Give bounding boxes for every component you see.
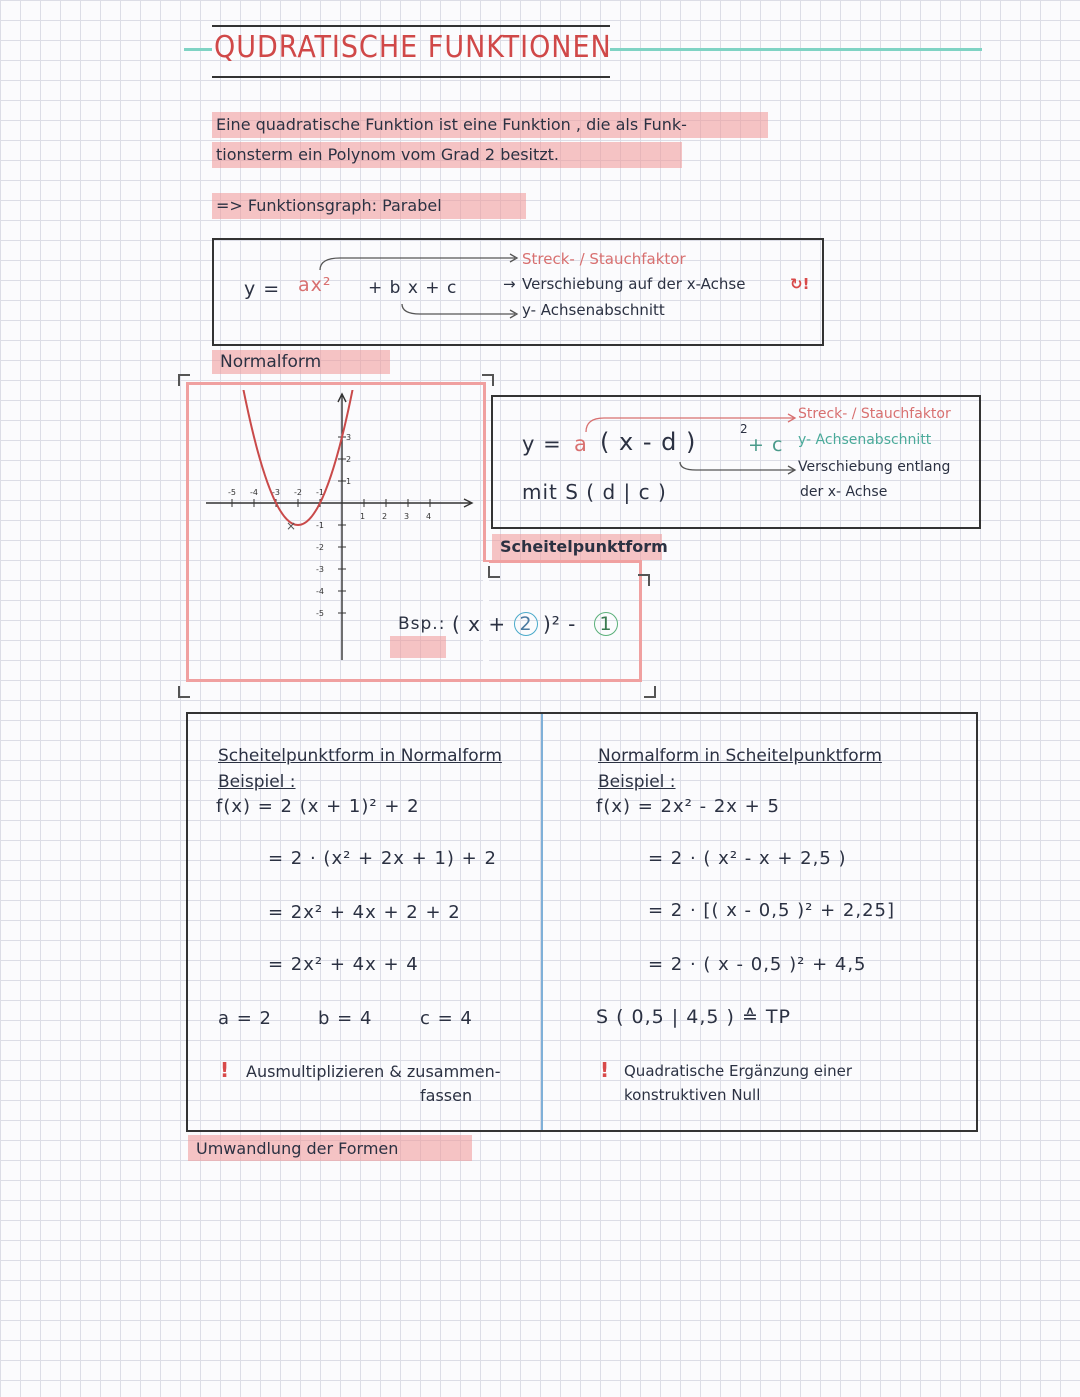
scheitelform-note-a: Streck- / Stauchfaktor (798, 406, 951, 422)
graph-line: => Funktionsgraph: Parabel (216, 196, 442, 215)
bracket-br (644, 686, 656, 698)
bracket-tr (482, 374, 494, 386)
scheitelform-exp: 2 (740, 422, 749, 436)
title-border-bottom (212, 76, 610, 78)
right-line-4: = 2 · ( x - 0,5 )² + 4,5 (648, 954, 867, 975)
normalform-note-c: y- Achsenabschnitt (522, 301, 665, 319)
normalform-label: Normalform (220, 352, 322, 372)
right-line-3: = 2 · [( x - 0,5 )² + 2,25] (648, 900, 895, 921)
y-tick-label: -5 (316, 609, 324, 618)
y-tick-label: 1 (346, 477, 352, 486)
example-mid: )² - (543, 612, 577, 636)
right-heading: Normalform in Scheitelpunktform (598, 746, 882, 766)
y-tick-label: -2 (316, 543, 324, 552)
scheitelform-note-c: y- Achsenabschnitt (798, 432, 932, 448)
normalform-note-a: Streck- / Stauchfaktor (522, 250, 686, 268)
left-beispiel: Beispiel : (218, 772, 296, 792)
scheitelform-y: y = (522, 432, 562, 456)
x-tick-label: -5 (228, 488, 236, 497)
right-line-1: f(x) = 2x² - 2x + 5 (596, 796, 780, 817)
y-tick-label: -4 (316, 587, 324, 596)
example-highlight (390, 636, 446, 658)
scheitelform-body: ( x - d ) (600, 428, 697, 456)
normalform-note-b: Verschiebung auf der x-Achse (522, 275, 746, 293)
normalform-arrows (310, 246, 530, 326)
right-beispiel: Beispiel : (598, 772, 676, 792)
intro-line-2: tionsterm ein Polynom vom Grad 2 besitzt. (216, 145, 559, 164)
scheitelform-arrows (580, 404, 800, 480)
y-tick-label: -3 (316, 565, 324, 574)
y-tick-label: -1 (316, 521, 324, 530)
left-line-4: = 2x² + 4x + 4 (268, 954, 419, 975)
right-warn-icon: ! (600, 1058, 610, 1082)
bracket-mid (488, 566, 500, 578)
right-line-2: = 2 · ( x² - x + 2,5 ) (648, 848, 847, 869)
right-vertex: S ( 0,5 | 4,5 ) ≙ TP (596, 1006, 791, 1028)
right-note-2: konstruktiven Null (624, 1086, 761, 1104)
scheitelform-label: Scheitelpunktform (500, 537, 668, 556)
title-border-top (212, 25, 610, 27)
x-tick-label: -4 (250, 488, 258, 497)
normalform-note-b-mark: ↻! (790, 275, 810, 293)
example-c-wrap (594, 612, 618, 636)
left-warn-icon: ! (220, 1058, 230, 1082)
bracket-tl (178, 374, 190, 386)
coeff-c: c = 4 (420, 1008, 473, 1029)
left-line-3: = 2x² + 4x + 2 + 2 (268, 902, 461, 923)
title-rule-left (184, 48, 212, 51)
x-tick-label: -3 (272, 488, 280, 497)
x-tick-label: -1 (316, 488, 324, 497)
scheitelform-mit: mit S ( d | c ) (522, 480, 667, 504)
scheitelform-note-d1: Verschiebung entlang (798, 459, 951, 475)
footer-label: Umwandlung der Formen (196, 1139, 399, 1158)
intro-line-1: Eine quadratische Funktion ist eine Funktion , die als Funk- (216, 115, 687, 134)
y-tick-label: 2 (346, 455, 352, 464)
scheitelform-c: + c (748, 434, 784, 456)
example-open: ( x + (452, 612, 507, 636)
left-note-1: Ausmultiplizieren & zusammen- (246, 1062, 501, 1081)
example-c: 1 (594, 612, 618, 636)
left-line-2: = 2 · (x² + 2x + 1) + 2 (268, 848, 497, 869)
normalform-arrow: → (503, 275, 516, 293)
scheitelform-note-d2: der x- Achse (800, 484, 888, 500)
x-tick-label: -2 (294, 488, 302, 497)
x-tick-label: 4 (426, 512, 432, 521)
conversion-divider (541, 714, 543, 1130)
right-note-1: Quadratische Ergänzung einer (624, 1062, 853, 1080)
left-line-1: f(x) = 2 (x + 1)² + 2 (216, 796, 420, 817)
title-rule-right (610, 48, 982, 51)
x-tick-label: 2 (382, 512, 388, 521)
scheitelform-a: a (574, 432, 588, 456)
x-tick-label: 1 (360, 512, 366, 521)
coeff-b: b = 4 (318, 1008, 373, 1029)
x-tick-label: 3 (404, 512, 410, 521)
bracket-bl (178, 686, 190, 698)
left-note-2: fassen (420, 1086, 473, 1105)
vertex-mark: × (286, 519, 297, 533)
bracket-mid2 (638, 574, 650, 586)
left-heading: Scheitelpunktform in Normalform (218, 746, 502, 766)
normalform-rest: + b x + c (368, 278, 458, 298)
y-tick-label: 3 (346, 433, 352, 442)
coeff-a: a = 2 (218, 1008, 273, 1029)
example-prefix: Bsp.: (398, 614, 446, 634)
example-d: 2 (514, 612, 538, 636)
normalform-a: ax² (298, 274, 332, 296)
page-title: QUDRATISCHE FUNKTIONEN (214, 30, 612, 65)
normalform-y: y = (244, 278, 281, 300)
example-d-wrap (514, 612, 538, 636)
